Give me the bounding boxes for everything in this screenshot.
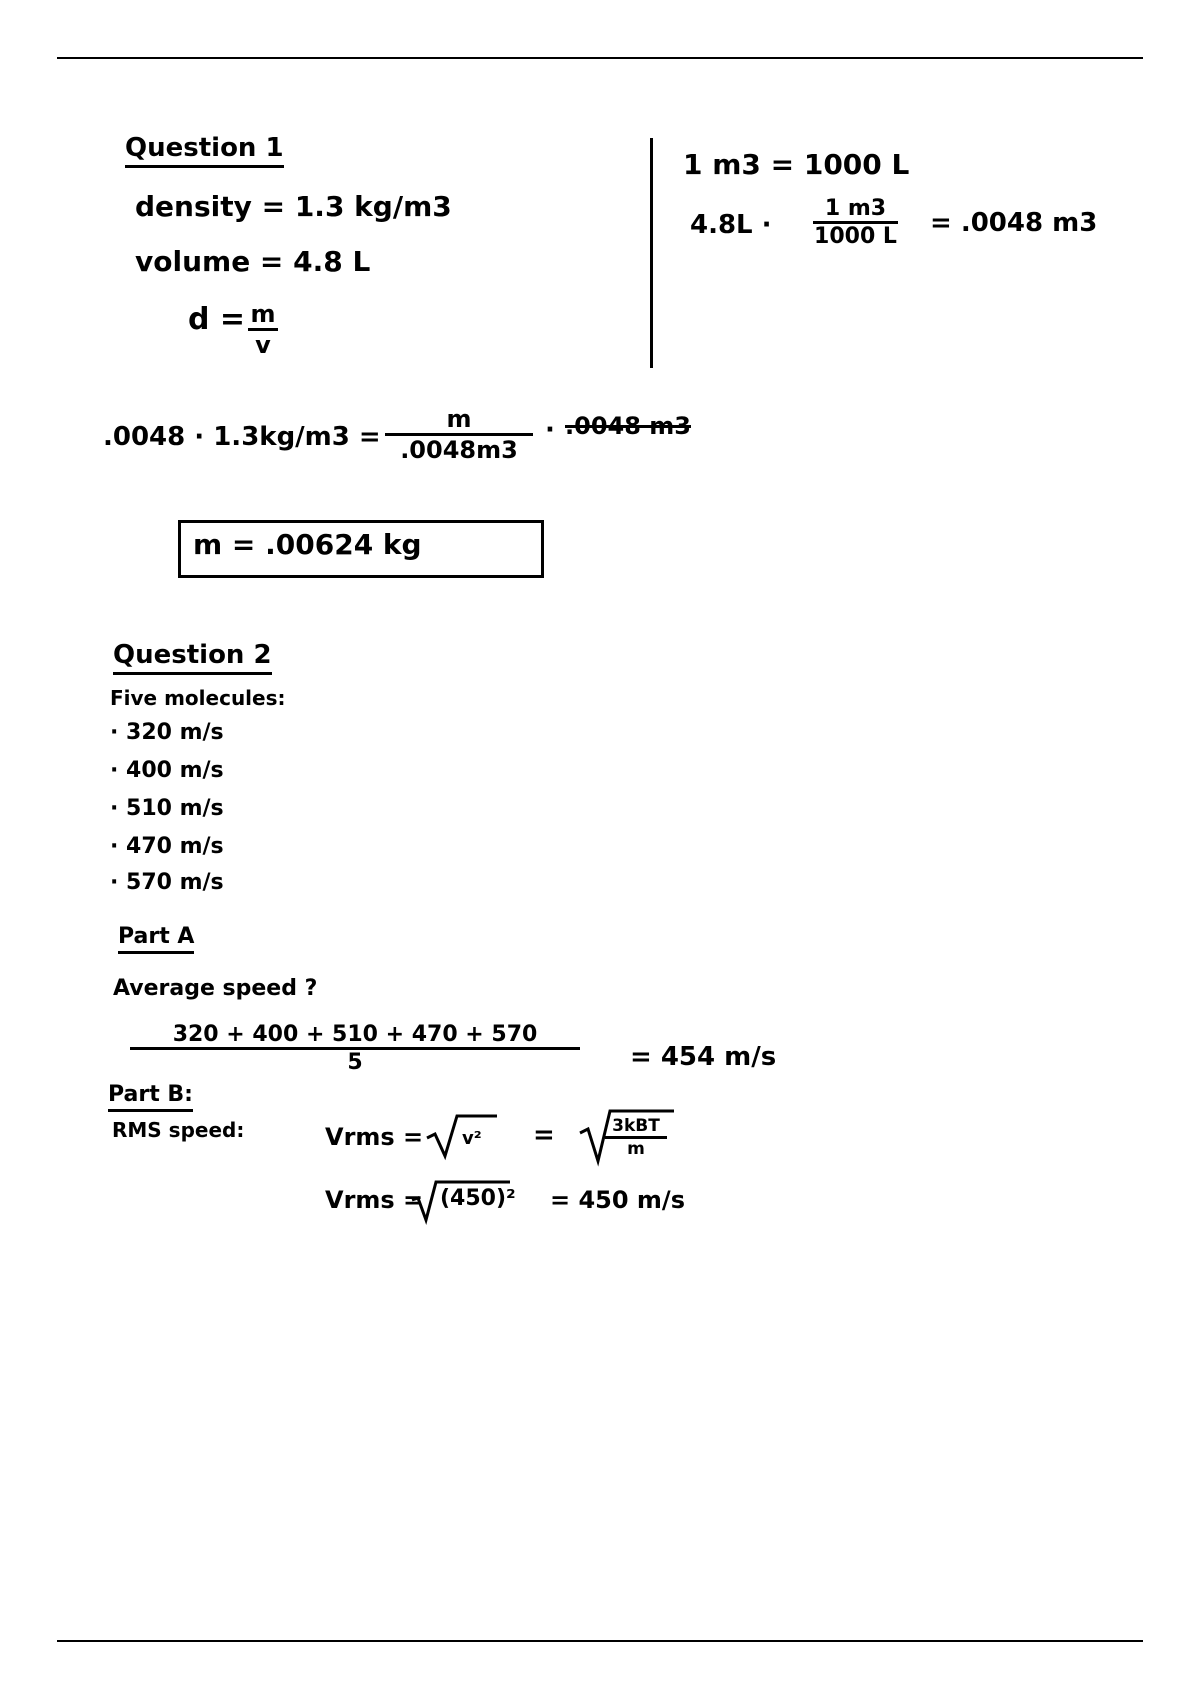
rms-formula-numerator: 3kBT bbox=[612, 1116, 660, 1136]
bottom-rule bbox=[57, 1640, 1143, 1642]
rms-formula-denominator: m bbox=[627, 1139, 645, 1159]
volume-given: volume = 4.8 L bbox=[135, 245, 371, 278]
unit-conversion-fraction bbox=[813, 196, 898, 249]
rms-label: RMS speed: bbox=[112, 1118, 245, 1142]
speed-item: · 510 m/s bbox=[110, 796, 224, 821]
conversion-numerator: 1 m3 bbox=[824, 196, 887, 221]
rms-line2-radicand: (450)² bbox=[440, 1186, 516, 1211]
mass-numerator: m bbox=[446, 405, 472, 433]
speed-item: · 570 m/s bbox=[110, 870, 224, 895]
part-a-title: Part A bbox=[118, 924, 194, 954]
rms-line2-left: Vrms = bbox=[325, 1186, 424, 1214]
average-speed-fraction bbox=[130, 1022, 580, 1075]
part-b-title: Part B: bbox=[108, 1082, 193, 1112]
part-a-question: Average speed ? bbox=[113, 976, 318, 1001]
rms-line2-result: = 450 m/s bbox=[550, 1186, 685, 1214]
rms-line1-radicand: v² bbox=[462, 1128, 482, 1149]
mass-equation-left: .0048 · 1.3kg/m3 = bbox=[103, 422, 381, 452]
top-rule bbox=[57, 57, 1143, 59]
mass-equation-dot: · bbox=[545, 415, 555, 445]
average-numerator: 320 + 400 + 510 + 470 + 570 bbox=[172, 1022, 538, 1047]
speed-item: · 400 m/s bbox=[110, 758, 224, 783]
unit-conversion-1: 1 m3 = 1000 L bbox=[683, 148, 910, 181]
question-1-title: Question 1 bbox=[125, 133, 284, 168]
molecules-intro: Five molecules: bbox=[110, 686, 286, 710]
density-formula-left: d = bbox=[188, 302, 246, 337]
rms-line1-left: Vrms = bbox=[325, 1123, 424, 1151]
question-2-title: Question 2 bbox=[113, 640, 272, 675]
average-result: = 454 m/s bbox=[630, 1042, 777, 1072]
speed-item: · 470 m/s bbox=[110, 834, 224, 859]
divider-line bbox=[650, 138, 653, 368]
rms-formula-fraction bbox=[605, 1116, 667, 1159]
density-formula-fraction bbox=[248, 300, 278, 359]
mass-equation-fraction bbox=[385, 405, 533, 464]
average-denominator: 5 bbox=[347, 1050, 363, 1075]
mass-equation-struck-term: .0048 m3 bbox=[565, 412, 691, 440]
formula-numerator: m bbox=[250, 300, 276, 328]
unit-conversion-2-left: 4.8L · bbox=[690, 210, 772, 240]
answer-text: m = .00624 kg bbox=[193, 528, 422, 561]
conversion-denominator: 1000 L bbox=[814, 224, 897, 249]
speed-item: · 320 m/s bbox=[110, 720, 224, 745]
density-given: density = 1.3 kg/m3 bbox=[135, 190, 452, 223]
formula-denominator: v bbox=[255, 331, 271, 359]
unit-conversion-2-right: = .0048 m3 bbox=[930, 208, 1098, 238]
rms-line1-equals: = bbox=[533, 1120, 555, 1150]
mass-denominator: .0048m3 bbox=[400, 436, 518, 464]
